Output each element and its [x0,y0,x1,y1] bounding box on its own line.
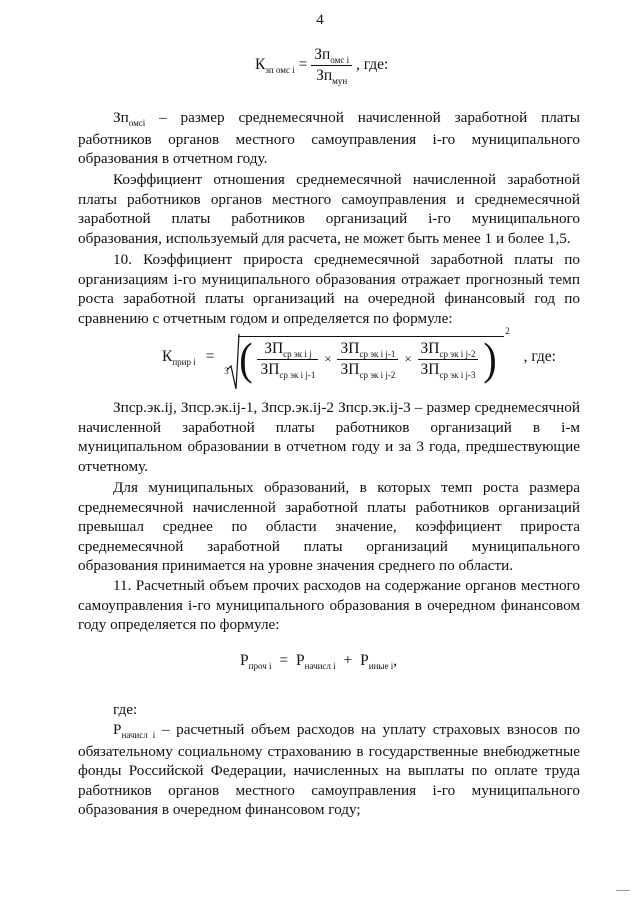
fraction-1-num: ЗП [264,339,284,357]
fraction-3-num-sub: ср эк i j-2 [439,348,476,359]
root-index: 3 [224,366,229,376]
fraction-3-num: ЗП [420,339,440,357]
formula-tail: , где: [355,56,389,74]
paragraph-municipal: Для муниципальных образований, в которых темп роста размера среднемесячной начисленной заработной платы работников организаций превышал среднее по области значение, коэффициент прироста среднемесячной заработной платы организаций муниципального образования принимается на уровне значения среднего по области. [78,479,580,575]
fraction-den: Зп [316,67,333,84]
formula-eq: = [298,56,308,74]
formula-eq: = [279,652,289,669]
formula-tail: , [393,652,398,669]
page-number: 4 [316,12,324,28]
definition-r-nachisl [78,720,580,820]
fraction-den-sub: мун [332,76,348,86]
definition-text: – размер среднемесячной начисленной заработной платы работников органов местного самоуправления i-го муниципального образования в отчетном году. [78,109,580,168]
fraction-1 [257,340,318,379]
fraction-2-num: ЗП [340,339,360,357]
definition-term: Р [113,721,122,738]
fraction-3-den-sub: ср эк i j-3 [439,369,476,380]
definition-term: Зп [113,109,129,126]
formula-plus: + [343,652,353,669]
formula-term-1: Р [296,652,305,669]
where-label: где: [113,701,138,718]
fraction-1-den: ЗП [260,360,280,378]
definition-term-sub: омсi [128,118,146,128]
formula-tail: , где: [523,348,556,366]
formula-lhs: К [162,348,173,366]
formula-k-zp-omsi [255,46,388,85]
formula-lhs-sub: зп омс i [265,65,295,76]
multiply-sign: × [324,351,332,366]
fraction-num: Зп [314,46,331,63]
formula-term-2: Р [360,652,369,669]
fraction-3-den: ЗП [420,360,440,378]
definition-zp-sr-ek: Зпср.эк.ij, Зпср.эк.ij-1, Зпср.эк.ij-2 Зпср.эк.ij-3 – размер среднемесячной начисленной заработной платы работников организаций в i-м муниципальном образовании в отчетном году и за 3 года, предшествующие отчетному. [78,399,580,475]
definition-term-sub: начисл i [121,730,156,740]
cube-root [224,326,510,385]
fraction-2-den-sub: ср эк i j-2 [359,369,396,380]
fraction-1-num-sub: ср эк i j [283,348,312,359]
formula-term-1-sub: начисл i [304,661,336,671]
definition-text: – расчетный объем расходов на уплату страховых взносов по обязательному социальному страхованию в государственные внебюджетные фонды Российской Федерации, начисленных на выплаты по оплате труда работников органов местного самоуправления i-го муниципального образования в очередном финансовом году; [78,721,581,819]
fraction-2-den: ЗП [340,360,360,378]
fraction-1-den-sub: ср эк i j-1 [279,369,316,380]
formula-lhs-sub: прир i [172,357,196,368]
formula-r-proch [240,652,397,670]
left-paren: ( [239,332,253,385]
multiply-sign: × [404,351,412,366]
formula-term-2-sub: иные i [368,661,394,671]
fraction-2 [337,340,398,379]
paragraph-coefficient-limit: Коэффициент отношения среднемесячной начисленной заработной платы работников органов местного самоуправления и среднемесячной заработной платы работников организаций i-го муниципального образования, используемый для расчета, не может быть менее 1 и более 1,5. [78,171,580,247]
paragraph-10: 10. Коэффициент прироста среднемесячной заработной платы по организациям i-го муниципального образования отражает прогнозный темп роста заработной платы организаций на очередной финансовый год по сравнению с отчетным годом и определяется по формуле: [78,251,580,327]
formula-lhs-sub: проч i [248,661,272,671]
formula-eq: = [205,348,215,366]
fraction-num-sub: омс i [330,55,350,65]
radical-sign-icon [226,332,240,392]
formula-lhs: К [255,56,266,74]
fraction-2-num-sub: ср эк i j-1 [359,348,396,359]
fraction-3 [418,340,479,379]
right-paren: ) [483,332,497,385]
formula-fraction [311,46,352,85]
scan-mark [616,890,630,891]
power-exponent: 2 [505,326,510,336]
formula-lhs: Р [240,652,249,669]
paragraph-11: 11. Расчетный объем прочих расходов на содержание органов местного самоуправления i-го муниципального образования в очередном финансовом году определяется по формуле: [78,577,580,634]
definition-zp-omsi [78,108,580,169]
formula-k-prir [162,326,556,385]
